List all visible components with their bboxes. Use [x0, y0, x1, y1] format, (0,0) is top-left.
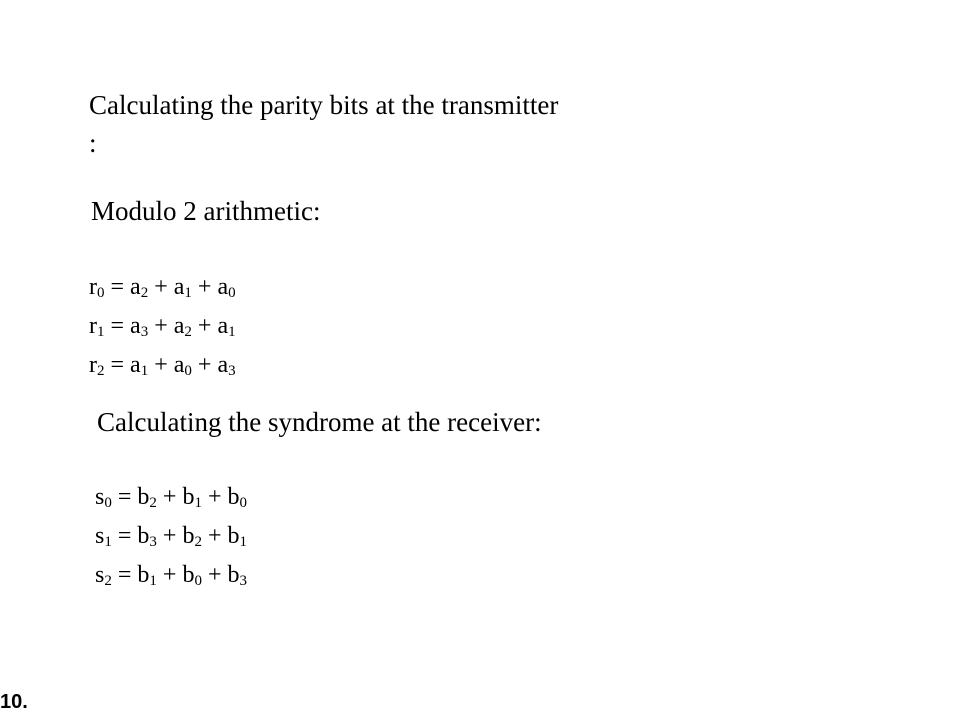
term-sub: 3 [239, 573, 247, 589]
equals-sign: = [117, 523, 132, 549]
lhs-var: r [89, 352, 97, 378]
term-var: b [137, 562, 150, 588]
term-var: a [173, 352, 185, 378]
term-sub: 3 [140, 324, 149, 340]
equation-s2 [95, 560, 247, 590]
term-sub: 1 [194, 495, 202, 511]
term-var: a [173, 274, 185, 300]
equals-sign: = [117, 484, 132, 510]
equals-sign: = [110, 274, 125, 300]
plus-sign: + [154, 352, 168, 378]
term-sub: 3 [149, 534, 157, 550]
term-var: a [130, 352, 141, 378]
term-var: b [227, 562, 240, 588]
plus-sign: + [162, 562, 177, 588]
term-sub: 2 [140, 285, 149, 301]
term-sub: 2 [194, 534, 202, 550]
term-sub: 0 [184, 363, 192, 379]
lhs-var: r [89, 313, 97, 339]
lhs-sub: 0 [97, 285, 105, 301]
lhs-sub: 2 [104, 573, 112, 589]
lhs-var: r [89, 274, 97, 300]
plus-sign: + [207, 562, 222, 588]
lhs-sub: 1 [104, 534, 112, 550]
term-var: a [217, 352, 229, 378]
term-sub: 1 [140, 363, 149, 379]
plus-sign: + [207, 523, 222, 549]
equals-sign: = [110, 352, 125, 378]
lhs-var: s [95, 484, 105, 510]
equation-s0 [95, 482, 247, 512]
term-sub: 2 [149, 495, 157, 511]
plus-sign: + [197, 274, 212, 300]
equals-sign: = [110, 313, 125, 339]
term-sub: 2 [184, 324, 192, 340]
term-sub: 1 [228, 324, 236, 340]
lhs-sub: 1 [97, 324, 105, 340]
term-sub: 3 [228, 363, 236, 379]
section-heading-continuation: : [89, 128, 97, 158]
lhs-sub: 0 [104, 495, 112, 511]
plus-sign: + [162, 484, 177, 510]
term-var: a [217, 313, 229, 339]
term-var: b [227, 484, 240, 510]
term-var: b [182, 562, 195, 588]
slide-number: 10. [0, 691, 28, 713]
plus-sign: + [162, 523, 177, 549]
term-var: b [227, 523, 240, 549]
term-sub: 0 [228, 285, 236, 301]
plus-sign: + [197, 352, 212, 378]
term-var: a [130, 313, 141, 339]
term-var: b [182, 523, 195, 549]
section-heading-parity-transmitter: Calculating the parity bits at the transmitter [89, 90, 559, 120]
plus-sign: + [154, 313, 168, 339]
equation-r0 [89, 272, 236, 302]
plus-sign: + [207, 484, 222, 510]
term-sub: 0 [194, 573, 202, 589]
term-sub: 0 [239, 495, 247, 511]
term-var: b [137, 484, 150, 510]
equation-r2 [89, 350, 236, 380]
term-var: b [182, 484, 195, 510]
term-var: a [130, 274, 141, 300]
equals-sign: = [117, 562, 132, 588]
section-heading-modulo2: Modulo 2 arithmetic: [91, 196, 321, 226]
equation-s1 [95, 521, 247, 551]
term-var: a [173, 313, 185, 339]
term-sub: 1 [149, 573, 157, 589]
term-sub: 1 [239, 534, 247, 550]
equation-r1 [89, 311, 236, 341]
plus-sign: + [197, 313, 212, 339]
section-heading-syndrome-receiver: Calculating the syndrome at the receiver: [97, 407, 542, 437]
lhs-var: s [95, 523, 105, 549]
lhs-var: s [95, 562, 105, 588]
lhs-sub: 2 [97, 363, 105, 379]
term-sub: 1 [184, 285, 192, 301]
term-var: a [217, 274, 229, 300]
plus-sign: + [154, 274, 168, 300]
term-var: b [137, 523, 150, 549]
